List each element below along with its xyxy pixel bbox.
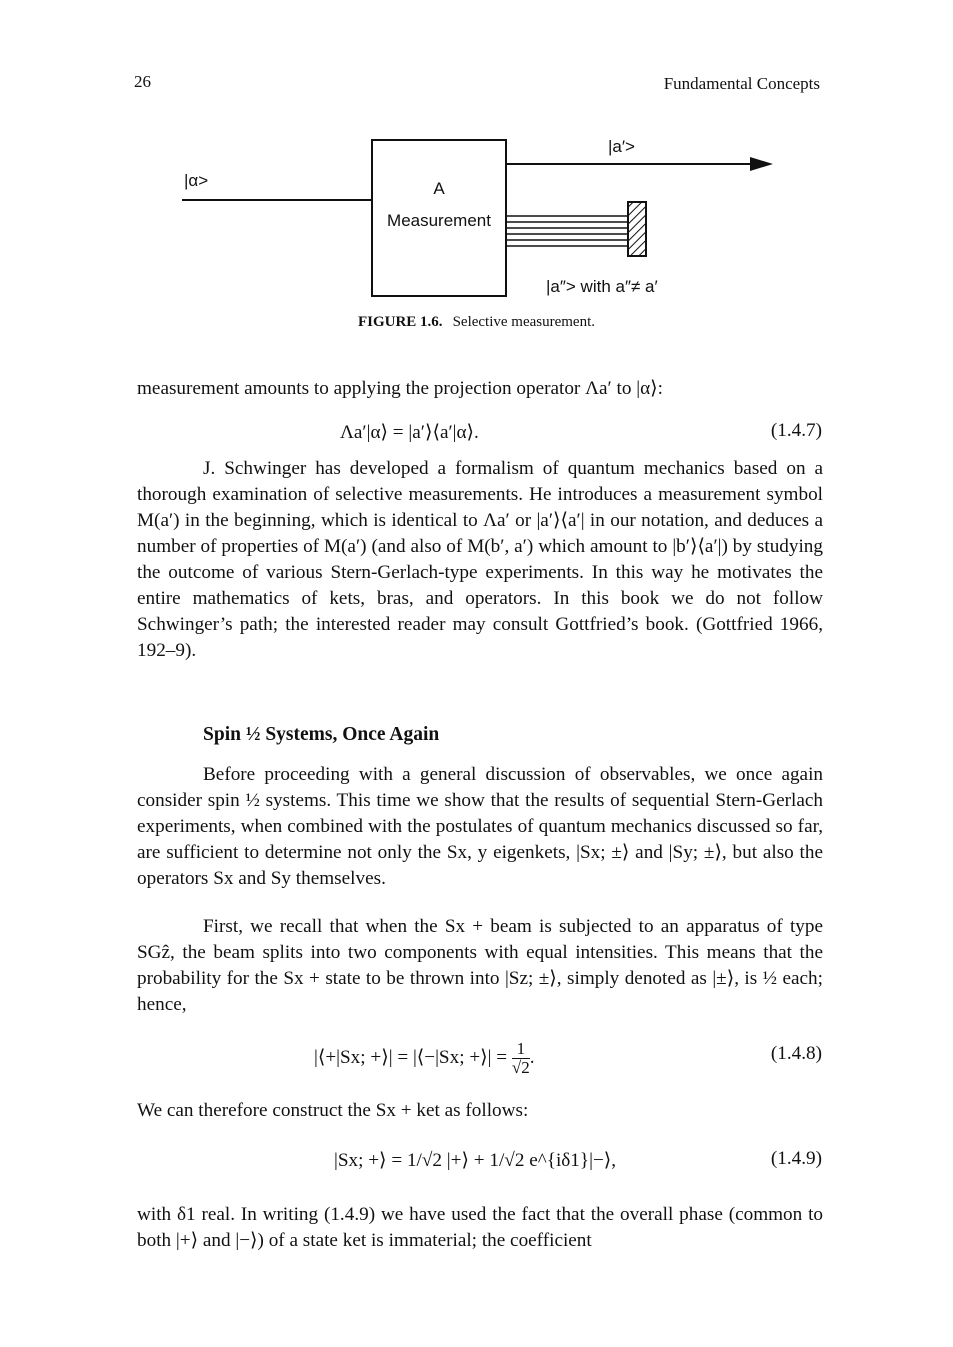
paragraph-text: with δ1 real. In writing (1.4.9) we have used the fact that the overall phase (common to both |+⟩ and |−⟩) of a state ket is immaterial; the coefficient (137, 1204, 823, 1251)
paragraph-projection (137, 376, 823, 402)
output-ket-label: |a′> (608, 137, 635, 156)
section-heading: Spin ½ Systems, Once Again (203, 724, 440, 745)
equation-number-1-4-7: (1.4.7) (770, 420, 822, 441)
fraction-one-over-root-two: $\frac{1}{√2}$ (511, 1039, 530, 1077)
running-head: Fundamental Concepts (663, 74, 820, 93)
equation-1-4-8: |⟨+|Sx; +⟩| = |⟨−|Sx; +⟩| = $\frac{1}{√2}$ . (314, 1039, 535, 1077)
blocked-beam-lines (506, 216, 628, 246)
paragraph-text: measurement amounts to applying the projection operator Λa′ to |α⟩: (137, 378, 663, 399)
selective-measurement-figure (170, 130, 790, 300)
measurement-box-label-a: A (433, 179, 445, 198)
paragraph-text: First, we recall that when the Sx + beam is subjected to an apparatus of type SGẑ, the beam splits into two components with equal intensities. This means that the probability for the Sx + state to be thrown into |Sz; ±⟩, simply denoted as |±⟩, is ½ each; hence, (137, 916, 823, 1015)
paragraph-schwinger (137, 456, 823, 664)
paragraph-text: J. Schwinger has developed a formalism of quantum mechanics based on a thorough examination of selective measurements. He introduces a measurement symbol M(a′) in the beginning, which is identical to Λa′ or |a′⟩⟨a′| in our notation, and deduces a number of properties of M(a′) (and also of M(b′, a′) which amount to |b′⟩⟨a′|) by studying the outcome of various Stern-Gerlach-type experiments. In this way he motivates the entire mathematics of kets, bras, and operators. In this book we do not follow Schwinger’s path; the interested reader may consult Gottfried’s book. (Gottfried 1966, 192–9). (137, 458, 823, 661)
measurement-box-label: Measurement (387, 211, 491, 230)
equation-1-4-7: Λa′|α⟩ = |a′⟩⟨a′|α⟩. (340, 422, 479, 443)
page-number: 26 (134, 72, 151, 91)
paragraph-construct (137, 1098, 823, 1124)
output-arrow-icon (750, 157, 773, 171)
equation-number-1-4-8: (1.4.8) (770, 1043, 822, 1064)
equation-number-1-4-9: (1.4.9) (770, 1148, 822, 1169)
equation-lhs: |⟨+|Sx; +⟩| = |⟨−|Sx; +⟩| = (314, 1046, 508, 1068)
figure-caption-text: Selective measurement. (452, 314, 596, 330)
input-ket-label: |α> (184, 171, 209, 190)
figure-caption (0, 314, 953, 331)
paragraph-phase (137, 1202, 823, 1254)
paragraph-spin-intro (137, 762, 823, 892)
beam-blocker-icon (628, 202, 646, 256)
equation-1-4-9: |Sx; +⟩ = 1/√2 |+⟩ + 1/√2 e^{iδ1}|−⟩, (334, 1150, 617, 1171)
paragraph-text: Before proceeding with a general discussion of observables, we once again consider spin ½ systems. This time we show that the results of sequential Stern-Gerlach experiments, when combined with the postulates of quantum mechanics discussed so far, are sufficient to determine not only the Sx, y eigenkets, |Sx; ±⟩ and |Sy; ±⟩, but also the operators Sx and Sy themselves. (137, 764, 823, 889)
blocked-ket-label: |a″> with a″≠ a′ (546, 277, 658, 296)
paragraph-text: We can therefore construct the Sx + ket as follows: (137, 1100, 529, 1121)
figure-caption-label: FIGURE 1.6. (357, 314, 443, 330)
paragraph-sx-beam (137, 914, 823, 1018)
